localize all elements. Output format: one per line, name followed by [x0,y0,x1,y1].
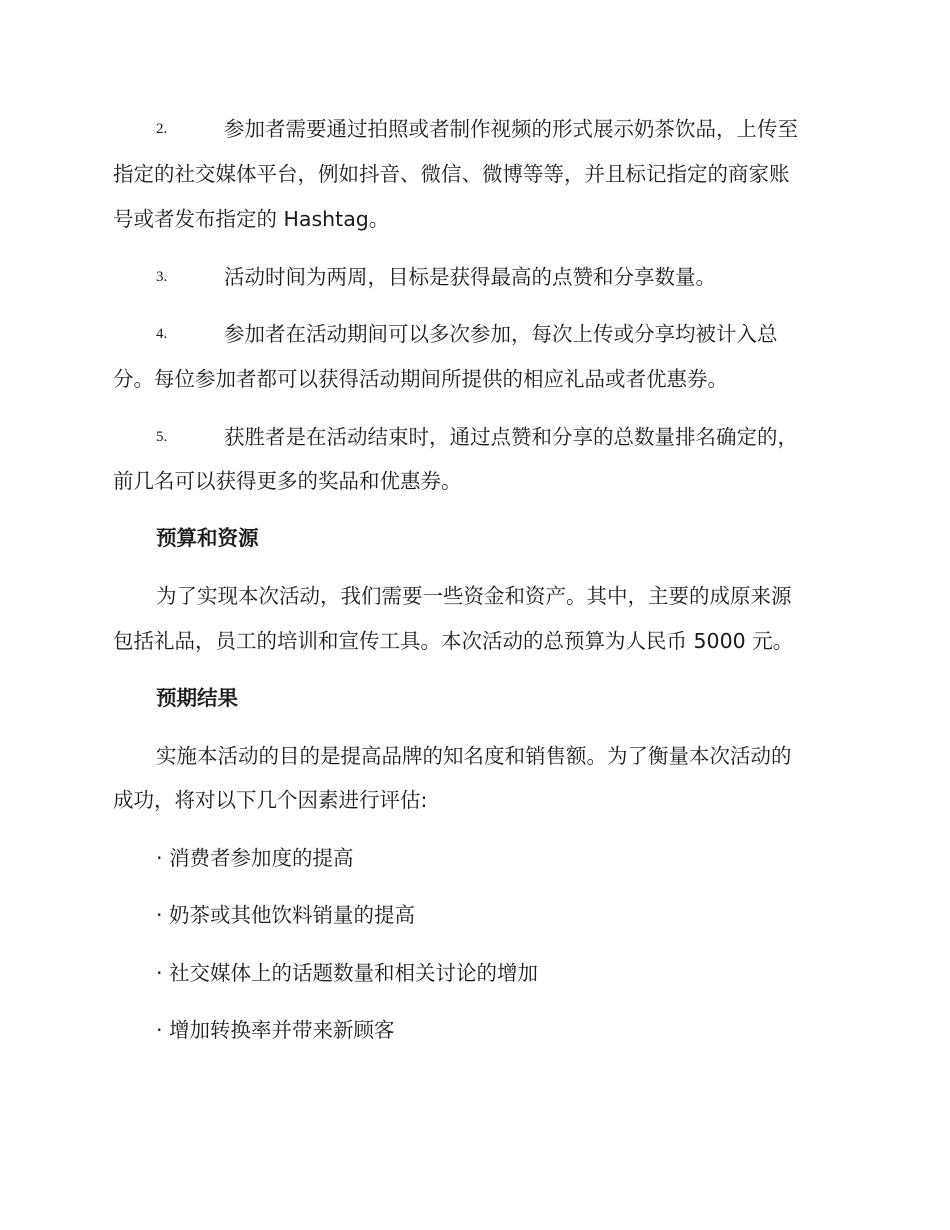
paragraph-line: 指定的社交媒体平台，例如抖音、微信、微博等等，并且标记指定的商家账 [113,162,790,186]
bullet-item: · 社交媒体上的话题数量和相关讨论的增加 [156,961,539,985]
bullet-item: · 奶茶或其他饮料销量的提高 [156,903,416,927]
list-item-text: 获胜者是在活动结束时，通过点赞和分享的总数量排名确定的， [224,425,798,449]
list-item-2 [156,114,886,144]
bullet-item: · 消费者参加度的提高 [156,846,354,870]
list-number: 4. [156,326,168,342]
list-item-3 [156,262,886,292]
paragraph-line: 为了实现本次活动，我们需要一些资金和资产。其中，主要的成原来源 [156,584,792,608]
list-item-text: 参加者需要通过拍照或者制作视频的形式展示奶茶饮品，上传至 [224,117,798,141]
section-heading-budget: 预算和资源 [156,526,259,550]
list-item-5 [156,422,886,452]
paragraph-line: 分。每位参加者都可以获得活动期间所提供的相应礼品或者优惠券。 [113,367,728,391]
list-number: 5. [156,429,168,445]
list-item-text: 活动时间为两周，目标是获得最高的点赞和分享数量。 [224,265,716,289]
section-heading-results: 预期结果 [156,686,238,710]
paragraph-line: 前几名可以获得更多的奖品和优惠券。 [113,469,462,493]
paragraph-line: 实施本活动的目的是提高品牌的知名度和销售额。为了衡量本次活动的 [156,744,792,768]
list-number: 3. [156,269,168,285]
paragraph-line: 成功，将对以下几个因素进行评估: [113,788,428,812]
bullet-item: · 增加转换率并带来新顾客 [156,1018,395,1042]
paragraph-line: 号或者发布指定的 Hashtag。 [113,207,390,231]
list-item-text: 参加者在活动期间可以多次参加，每次上传或分享均被计入总 [224,322,778,346]
list-item-4 [156,319,886,349]
list-number: 2. [156,121,168,137]
paragraph-line: 包括礼品，员工的培训和宣传工具。本次活动的总预算为人民币 5000 元。 [113,629,794,653]
